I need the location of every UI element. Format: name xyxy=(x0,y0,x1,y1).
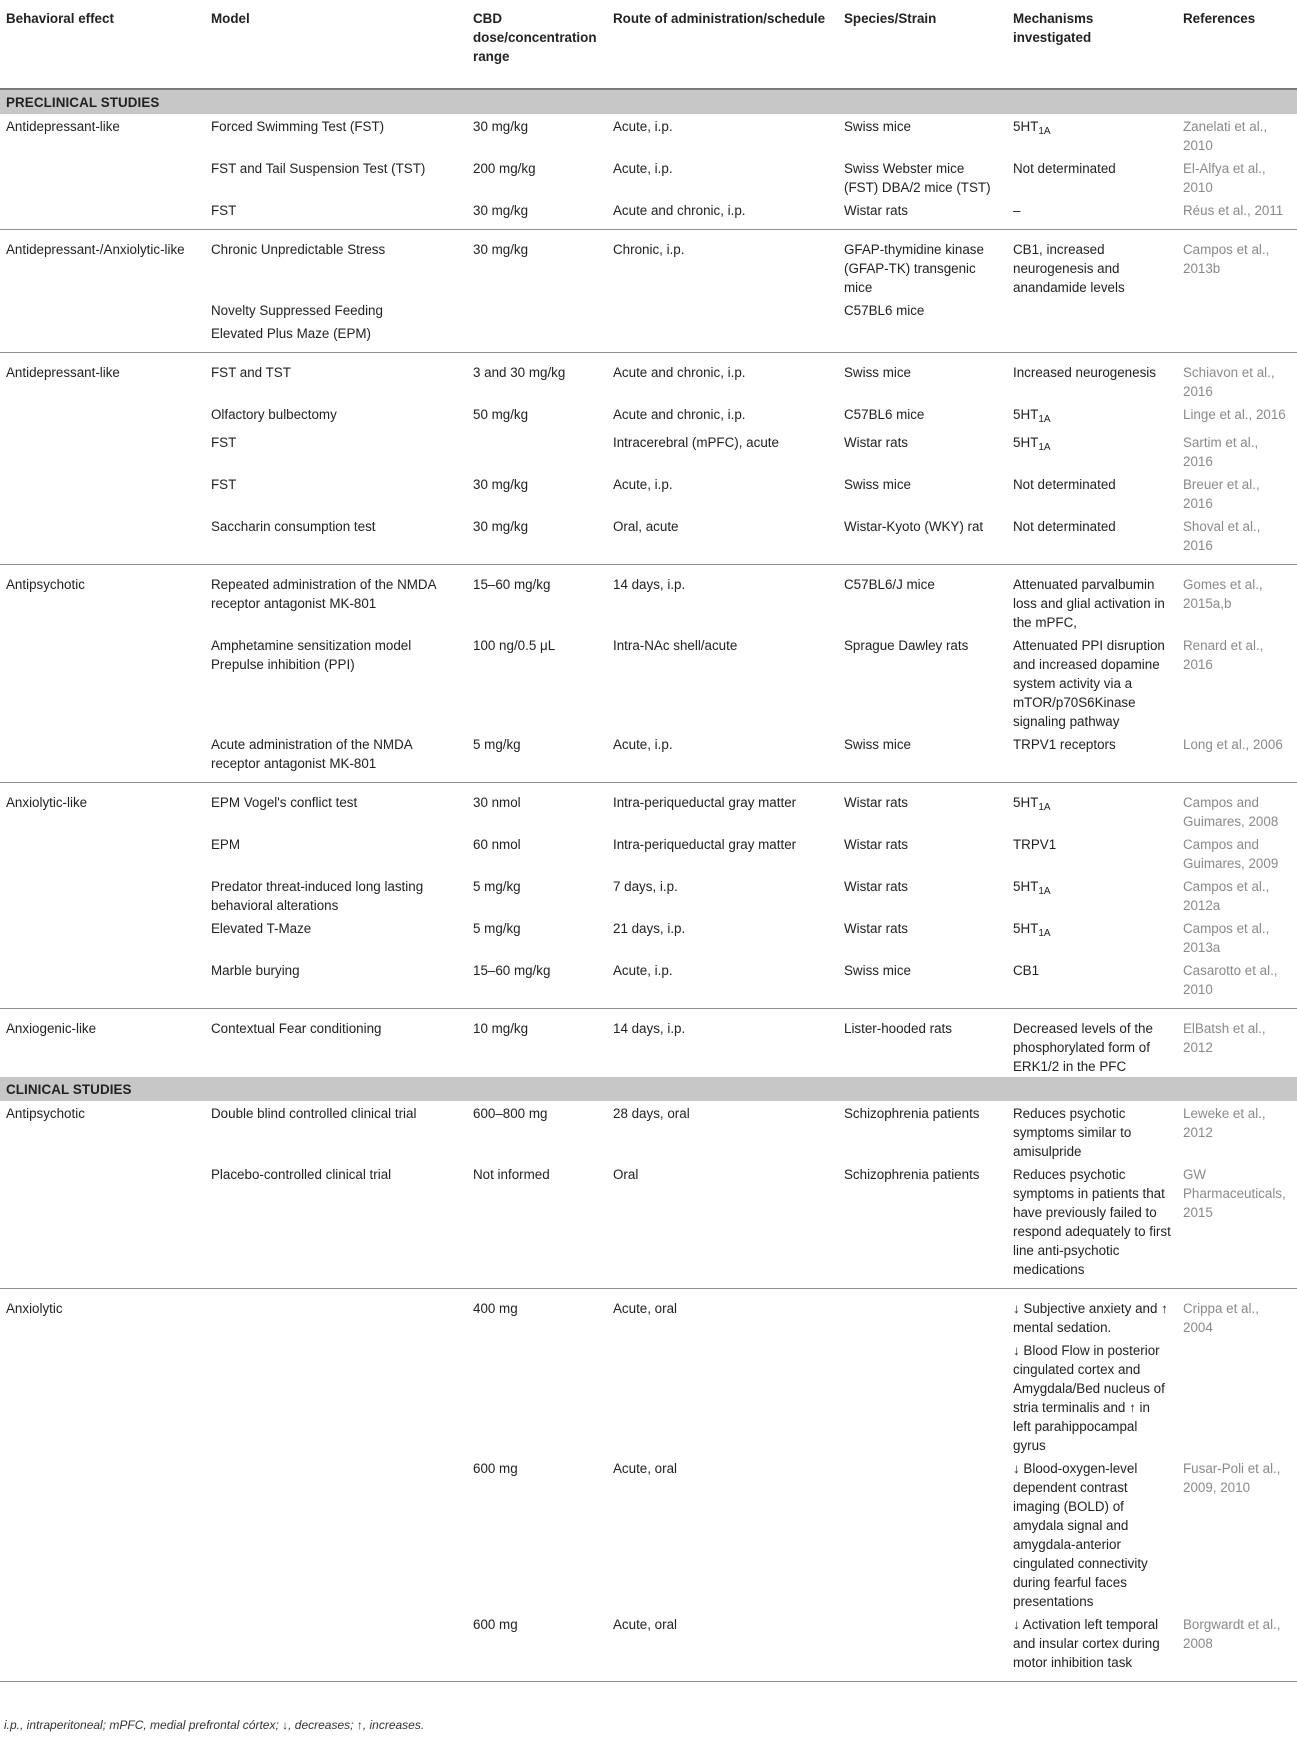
cell-dose: 200 mg/kg xyxy=(473,161,536,176)
cell-reference: Long et al., 2006 xyxy=(1177,732,1297,783)
cell-reference xyxy=(1177,1338,1297,1456)
cell-mechanism xyxy=(1007,783,1177,833)
cell-route: 7 days, i.p. xyxy=(613,879,678,894)
cell-species: Swiss mice xyxy=(844,119,911,134)
cell-route xyxy=(607,1338,838,1456)
cell-effect: Antipsychotic xyxy=(6,1106,85,1121)
cell-route: Acute, i.p. xyxy=(613,477,673,492)
mech-text: 5HT xyxy=(1013,435,1039,450)
cell-mechanism: ↓ Subjective anxiety and ↑ mental sedation. xyxy=(1013,1301,1168,1335)
cell-route xyxy=(607,298,838,321)
cell-model: Repeated administration of the NMDA receptor antagonist MK-801 xyxy=(211,577,436,611)
cell-species: Wistar-Kyoto (WKY) rat xyxy=(838,514,1007,565)
cell-reference: GW Pharmaceuticals, 2015 xyxy=(1177,1162,1297,1289)
table-row xyxy=(0,114,1297,156)
cell-reference: Casarotto et al., 2010 xyxy=(1177,958,1297,1009)
table-row xyxy=(0,732,1297,783)
section-preclinical xyxy=(0,89,1297,114)
cell-species: Swiss mice xyxy=(844,477,911,492)
header-mechanisms: Mechanisms investigated xyxy=(1013,11,1094,45)
cell-mechanism: ↓ Activation left temporal and insular cortex during motor inhibition task xyxy=(1007,1612,1177,1682)
cell-effect xyxy=(0,633,205,732)
section-clinical xyxy=(0,1077,1297,1101)
cell-mechanism xyxy=(1007,874,1177,916)
cell-reference: Leweke et al., 2012 xyxy=(1183,1106,1266,1140)
cell-model: Acute administration of the NMDA receptor antagonist MK-801 xyxy=(205,732,467,783)
cell-dose: 50 mg/kg xyxy=(473,407,529,422)
cell-dose: 30 nmol xyxy=(473,795,521,810)
cell-route: Acute, i.p. xyxy=(613,119,673,134)
cell-effect: Antidepressant-like xyxy=(6,365,120,380)
cell-reference xyxy=(1177,298,1297,321)
cell-dose: 400 mg xyxy=(473,1301,518,1316)
table-row xyxy=(0,633,1297,732)
cell-reference: Crippa et al., 2004 xyxy=(1183,1301,1259,1335)
cell-mechanism: CB1 xyxy=(1007,958,1177,1009)
cell-effect xyxy=(0,1456,205,1612)
cell-effect xyxy=(0,732,205,783)
cell-reference: Renard et al., 2016 xyxy=(1183,638,1264,672)
cell-species xyxy=(838,1612,1007,1682)
cell-reference: ElBatsh et al., 2012 xyxy=(1183,1021,1266,1055)
table-row xyxy=(0,1338,1297,1456)
table-row xyxy=(0,514,1297,565)
cell-route: Acute, i.p. xyxy=(607,958,838,1009)
cell-model: Elevated Plus Maze (EPM) xyxy=(205,321,467,353)
cell-effect xyxy=(0,514,205,565)
mech-text: 5HT xyxy=(1013,795,1039,810)
mech-subscript: 1A xyxy=(1038,886,1051,897)
cell-dose: 600–800 mg xyxy=(473,1106,548,1121)
cell-reference: Campos et al., 2013b xyxy=(1183,242,1270,276)
cell-effect xyxy=(0,298,205,321)
cell-model: Chronic Unpredictable Stress xyxy=(211,242,386,257)
cell-route: Intra-periqueductal gray matter xyxy=(613,795,797,810)
cell-mechanism xyxy=(1007,114,1177,156)
cell-effect xyxy=(0,1338,205,1456)
cell-model: Elevated T-Maze xyxy=(211,921,312,936)
cell-reference: Schiavon et al., 2016 xyxy=(1183,365,1275,399)
cell-model: Placebo-controlled clinical trial xyxy=(205,1162,467,1289)
cell-effect: Antidepressant-like xyxy=(6,119,120,134)
cell-mechanism: CB1, increased neurogenesis and anandamide levels xyxy=(1013,242,1125,295)
header-row xyxy=(0,0,1297,89)
cell-species: Wistar rats xyxy=(844,837,908,852)
mech-text: 5HT xyxy=(1013,921,1039,936)
cell-dose xyxy=(467,321,607,353)
cell-dose: 30 mg/kg xyxy=(467,198,607,230)
cell-route: Acute and chronic, i.p. xyxy=(613,365,746,380)
cell-effect xyxy=(0,916,205,958)
cell-dose: 30 mg/kg xyxy=(473,477,529,492)
cell-effect: Anxiogenic-like xyxy=(6,1021,97,1036)
header-dose: CBD dose/concentration range xyxy=(473,11,597,64)
cell-species: Wistar rats xyxy=(844,879,908,894)
cell-reference: Campos et al., 2013a xyxy=(1183,921,1270,955)
cell-model: FST xyxy=(211,435,237,450)
mech-subscript: 1A xyxy=(1038,802,1051,813)
cell-effect: Anxiolytic xyxy=(6,1301,63,1316)
table-row xyxy=(0,565,1297,634)
table-row xyxy=(0,1456,1297,1612)
cell-dose: 60 nmol xyxy=(473,837,521,852)
cell-model: FST xyxy=(205,198,467,230)
cell-route: Intra-periqueductal gray matter xyxy=(613,837,797,852)
cell-model: Saccharin consumption test xyxy=(205,514,467,565)
cell-species xyxy=(838,1338,1007,1456)
cell-reference: Shoval et al., 2016 xyxy=(1177,514,1297,565)
cell-model xyxy=(205,1456,467,1612)
table-row xyxy=(0,1289,1297,1339)
cell-mechanism: – xyxy=(1007,198,1177,230)
table-row xyxy=(0,198,1297,230)
cell-species: Schizophrenia patients xyxy=(844,1106,980,1121)
cell-route: 14 days, i.p. xyxy=(613,1021,686,1036)
cell-dose xyxy=(467,298,607,321)
cell-reference: Campos and Guimares, 2009 xyxy=(1183,837,1279,871)
cell-species xyxy=(838,1289,1007,1339)
section-label: CLINICAL STUDIES xyxy=(0,1077,1297,1101)
cell-dose xyxy=(467,1338,607,1456)
table-row xyxy=(0,298,1297,321)
cell-dose: 600 mg xyxy=(473,1461,518,1476)
cell-effect xyxy=(0,321,205,353)
cell-model: Predator threat-induced long lasting behavioral alterations xyxy=(211,879,424,913)
cell-effect xyxy=(0,156,205,198)
mech-subscript: 1A xyxy=(1038,928,1051,939)
cell-effect xyxy=(0,1612,205,1682)
cell-reference: Breuer et al., 2016 xyxy=(1183,477,1260,511)
table-footnote: i.p., intraperitoneal; mPFC, medial prefrontal córtex; ↓, decreases; ↑, increases. xyxy=(4,1718,425,1732)
cell-mechanism: ↓ Blood Flow in posterior cingulated cortex and Amygdala/Bed nucleus of stria terminalis and ↑ in left parahippocampal gyrus xyxy=(1013,1343,1165,1453)
cell-effect xyxy=(0,430,205,472)
cell-species: Swiss mice xyxy=(838,732,1007,783)
cell-route: Oral xyxy=(607,1162,838,1289)
cell-species xyxy=(838,321,1007,353)
cell-model: Double blind controlled clinical trial xyxy=(211,1106,417,1121)
cell-route: Acute and chronic, i.p. xyxy=(613,407,746,422)
cell-species: C57BL6 mice xyxy=(844,407,925,422)
cell-effect xyxy=(0,1162,205,1289)
cell-model xyxy=(205,1338,467,1456)
cell-reference: Fusar-Poli et al., 2009, 2010 xyxy=(1183,1461,1281,1495)
cell-route: 14 days, i.p. xyxy=(613,577,686,592)
cell-species: GFAP-thymidine kinase (GFAP-TK) transgenic mice xyxy=(844,242,984,295)
cell-model: Marble burying xyxy=(205,958,467,1009)
cell-route: Acute, i.p. xyxy=(607,732,838,783)
cell-mechanism xyxy=(1007,321,1177,353)
cell-reference: Réus et al., 2011 xyxy=(1177,198,1297,230)
cell-species: Wistar rats xyxy=(844,795,908,810)
cell-model: Amphetamine sensitization model Prepulse inhibition (PPI) xyxy=(211,638,412,672)
cell-mechanism xyxy=(1007,402,1177,430)
cell-mechanism xyxy=(1007,430,1177,472)
cell-species: Swiss mice xyxy=(844,365,911,380)
cell-route: Chronic, i.p. xyxy=(613,242,685,257)
cell-route: Acute, oral xyxy=(613,1301,678,1316)
cell-reference: El-Alfya et al., 2010 xyxy=(1183,161,1266,195)
table-row xyxy=(0,353,1297,403)
cell-reference: Linge et al., 2016 xyxy=(1183,407,1286,422)
cell-species: Wistar rats xyxy=(838,198,1007,230)
cell-route: Acute, oral xyxy=(607,1612,838,1682)
cell-mechanism xyxy=(1007,298,1177,321)
cell-mechanism: Attenuated PPI disruption and increased dopamine system activity via a mTOR/p70S6Kinase signaling pathway xyxy=(1013,638,1165,729)
cell-route: 21 days, i.p. xyxy=(613,921,686,936)
cell-reference: Campos et al., 2012a xyxy=(1183,879,1270,913)
cell-reference: Gomes et al., 2015a,b xyxy=(1183,577,1263,611)
cell-effect: Antidepressant-/Anxiolytic-like xyxy=(6,242,185,257)
cell-route: Acute, i.p. xyxy=(613,161,673,176)
table-row xyxy=(0,321,1297,353)
cell-species: Wistar rats xyxy=(844,921,908,936)
table-row xyxy=(0,916,1297,958)
cell-model: FST and TST xyxy=(211,365,291,380)
table-row xyxy=(0,1009,1297,1078)
cell-mechanism: Not determinated xyxy=(1013,477,1116,492)
cell-reference: Sartim et al., 2016 xyxy=(1183,435,1259,469)
cell-dose: 3 and 30 mg/kg xyxy=(473,365,566,380)
cell-dose: 100 ng/0.5 μL xyxy=(473,638,556,653)
header-behavioral-effect: Behavioral effect xyxy=(6,11,114,26)
cell-species: Lister-hooded rats xyxy=(844,1021,952,1036)
cell-dose: 30 mg/kg xyxy=(473,242,529,257)
cell-model: Novelty Suppressed Feeding xyxy=(211,303,383,318)
cell-model xyxy=(205,1612,467,1682)
table-row xyxy=(0,874,1297,916)
cell-effect xyxy=(0,874,205,916)
mech-text: 5HT xyxy=(1013,407,1039,422)
section-label: PRECLINICAL STUDIES xyxy=(0,89,1297,114)
table-row xyxy=(0,832,1297,874)
cell-effect xyxy=(0,832,205,874)
cell-mechanism: Increased neurogenesis xyxy=(1013,365,1156,380)
cell-model: FST and Tail Suspension Test (TST) xyxy=(211,161,426,176)
cell-dose: Not informed xyxy=(467,1162,607,1289)
cell-effect xyxy=(0,472,205,514)
cell-reference: Campos and Guimares, 2008 xyxy=(1183,795,1279,829)
cell-effect xyxy=(0,198,205,230)
cell-effect: Antipsychotic xyxy=(6,577,85,592)
table-row xyxy=(0,783,1297,833)
cell-dose: 30 mg/kg xyxy=(467,514,607,565)
cell-mechanism: Not determinated xyxy=(1013,161,1116,176)
mech-subscript: 1A xyxy=(1038,414,1051,425)
table-row xyxy=(0,1612,1297,1682)
cell-mechanism: Reduces psychotic symptoms similar to amisulpride xyxy=(1013,1106,1132,1159)
cell-model: Forced Swimming Test (FST) xyxy=(211,119,385,134)
cell-model: FST xyxy=(211,477,237,492)
cell-dose xyxy=(467,430,607,472)
table-row xyxy=(0,958,1297,1009)
header-model: Model xyxy=(211,11,250,26)
cell-reference: Borgwardt et al., 2008 xyxy=(1177,1612,1297,1682)
cell-dose: 5 mg/kg xyxy=(473,879,521,894)
cell-species: C57BL6/J mice xyxy=(844,577,935,592)
header-references: References xyxy=(1183,11,1256,26)
cell-route xyxy=(607,321,838,353)
cell-reference xyxy=(1177,321,1297,353)
cell-mechanism: ↓ Blood-oxygen-level dependent contrast imaging (BOLD) of amydala signal and amygdala-anterior cingulated connectivity during fearful faces presentations xyxy=(1013,1461,1148,1609)
cell-effect xyxy=(0,958,205,1009)
cell-mechanism xyxy=(1007,916,1177,958)
cell-route: Acute and chronic, i.p. xyxy=(607,198,838,230)
cell-species: C57BL6 mice xyxy=(844,303,925,318)
table-row xyxy=(0,472,1297,514)
cell-route: Intracerebral (mPFC), acute xyxy=(613,435,779,450)
cell-mechanism: TRPV1 xyxy=(1013,837,1057,852)
table-row xyxy=(0,230,1297,299)
cell-dose: 15–60 mg/kg xyxy=(473,577,551,592)
cell-species: Swiss mice xyxy=(838,958,1007,1009)
table-row xyxy=(0,1101,1297,1162)
table-row xyxy=(0,402,1297,430)
header-route: Route of administration/schedule xyxy=(613,11,826,26)
mech-subscript: 1A xyxy=(1038,126,1051,137)
cell-species: Sprague Dawley rats xyxy=(844,638,969,653)
cell-species xyxy=(838,1456,1007,1612)
cell-dose: 5 mg/kg xyxy=(467,732,607,783)
cell-model xyxy=(205,1289,467,1339)
table-row xyxy=(0,156,1297,198)
mech-text: 5HT xyxy=(1013,879,1039,894)
header-species: Species/Strain xyxy=(844,11,937,26)
cell-mechanism: Attenuated parvalbumin loss and glial activation in the mPFC, xyxy=(1013,577,1165,630)
cell-dose: 15–60 mg/kg xyxy=(467,958,607,1009)
cell-mechanism: TRPV1 receptors xyxy=(1007,732,1177,783)
cell-dose: 600 mg xyxy=(467,1612,607,1682)
cell-reference: Zanelati et al., 2010 xyxy=(1183,119,1268,153)
cell-dose: 5 mg/kg xyxy=(473,921,521,936)
cell-route: Intra-NAc shell/acute xyxy=(613,638,738,653)
cell-species: Schizophrenia patients xyxy=(838,1162,1007,1289)
cell-mechanism: Decreased levels of the phosphorylated form of ERK1/2 in the PFC xyxy=(1013,1021,1153,1074)
cell-species: Wistar rats xyxy=(844,435,908,450)
table-row xyxy=(0,430,1297,472)
cell-route: Acute, oral xyxy=(613,1461,678,1476)
cell-mechanism: Not determinated xyxy=(1007,514,1177,565)
cell-model: Contextual Fear conditioning xyxy=(211,1021,382,1036)
cell-dose: 10 mg/kg xyxy=(473,1021,529,1036)
table-row xyxy=(0,1162,1297,1289)
cell-mechanism: Reduces psychotic symptoms in patients that have previously failed to respond adequately to first line anti-psychotic medications xyxy=(1007,1162,1177,1289)
mech-subscript: 1A xyxy=(1038,442,1051,453)
cell-model: EPM Vogel's conflict test xyxy=(211,795,358,810)
cell-route: 28 days, oral xyxy=(613,1106,690,1121)
cell-route: Oral, acute xyxy=(607,514,838,565)
cell-dose: 30 mg/kg xyxy=(473,119,529,134)
cell-model: EPM xyxy=(211,837,241,852)
cell-effect xyxy=(0,402,205,430)
cell-model: Olfactory bulbectomy xyxy=(211,407,337,422)
mech-text: 5HT xyxy=(1013,119,1039,134)
cell-species: Swiss Webster mice (FST) DBA/2 mice (TST) xyxy=(844,161,991,195)
cell-effect: Anxiolytic-like xyxy=(6,795,88,810)
